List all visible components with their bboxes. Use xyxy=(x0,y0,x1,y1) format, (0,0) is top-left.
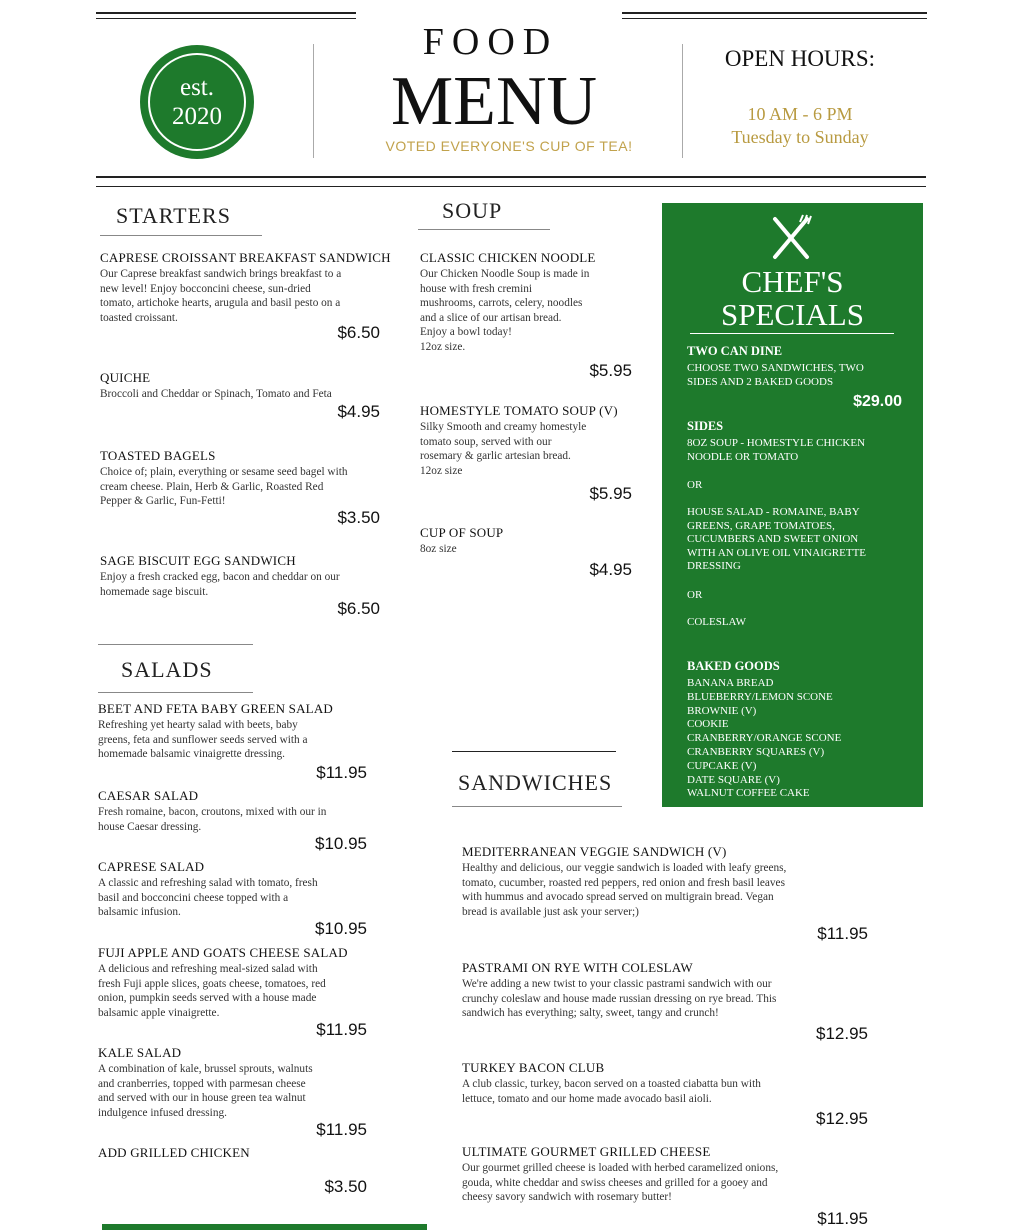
menu-item-desc: A classic and refreshing salad with tomato, fresh xyxy=(98,877,318,889)
menu-item-desc: tomato, artichoke hearts, arugula and basil pesto on a xyxy=(100,297,341,310)
menu-item-price: $11.95 xyxy=(817,1209,868,1228)
menu-item-desc: with hummus and avocado spread served on multigrain bread. Vegan xyxy=(462,891,774,904)
menu-item-desc: and cranberries, topped with parmesan cheese xyxy=(98,1077,306,1090)
baked-good-item: DATE SQUARE (V) xyxy=(687,773,780,786)
menu-item-desc: house Caesar dressing. xyxy=(98,820,202,833)
menu-item-name: BEET AND FETA BABY GREEN SALAD xyxy=(98,701,333,716)
menu-item-desc: We're adding a new twist to your classic pastrami sandwich with our xyxy=(462,978,772,990)
baked-good-item: COOKIE xyxy=(687,718,729,731)
menu-item-name: CUP OF SOUP xyxy=(420,525,504,540)
menu-item-desc: 12oz size xyxy=(420,464,463,477)
menu-item-desc: new level! Enjoy bocconcini cheese, sun-dried xyxy=(100,282,311,295)
sides-title: SIDES xyxy=(687,419,724,433)
chefs-specials-panel xyxy=(662,203,923,807)
sides-salad: HOUSE SALAD - ROMAINE, BABY GREENS, GRAPE TOMATOES, CUCUMBERS AND SWEET ONION WITH AN OLIVE OIL VINAIGRETTE DRESSING xyxy=(687,506,867,573)
soup-title: SOUP xyxy=(442,198,503,223)
menu-item-price: $12.95 xyxy=(816,1024,868,1043)
menu-heading: MENU xyxy=(390,63,598,140)
menu-item-name: TOASTED BAGELS xyxy=(100,448,216,463)
menu-item-desc: 12oz size. xyxy=(420,341,466,353)
menu-item-desc: Choice of; plain, everything or sesame seed bagel with xyxy=(100,466,348,478)
menu-item-desc: Pepper & Garlic, Fun-Fetti! xyxy=(100,495,226,508)
menu-item-desc: cream cheese. Plain, Herb & Garlic, Roasted Red xyxy=(100,480,324,493)
menu-item-price: $11.95 xyxy=(316,763,367,782)
baked-good-item: CUPCAKE (V) xyxy=(687,759,757,772)
menu-item-desc: bread is available just ask your server;) xyxy=(462,905,639,918)
menu-item-desc: A combination of kale, brussel sprouts, walnuts xyxy=(98,1063,313,1075)
menu-item-desc: tomato, cucumber, roasted red peppers, red onion and fresh basil leaves xyxy=(462,876,785,889)
menu-item-desc: balsamic infusion. xyxy=(98,906,181,919)
menu-item-desc: sandwich has everything; salty, sweet, tangy and crunch! xyxy=(462,1007,719,1020)
menu-item-price: $12.95 xyxy=(816,1109,868,1128)
baked-good-item: WALNUT COFFEE CAKE xyxy=(687,787,810,800)
menu-item-name: KALE SALAD xyxy=(98,1045,182,1060)
menu-item-desc: homemade sage biscuit. xyxy=(100,585,209,598)
menu-item-desc: basil and bocconcini cheese topped with a xyxy=(98,891,289,904)
menu-item-price: $4.95 xyxy=(589,560,632,579)
menu-item-desc: Broccoli and Cheddar or Spinach, Tomato and Feta xyxy=(100,388,332,400)
menu-item-name: PASTRAMI ON RYE WITH COLESLAW xyxy=(462,960,693,975)
menu-item-desc: onion, pumpkin seeds served with a house made xyxy=(98,992,317,1005)
menu-item-desc: Refreshing yet hearty salad with beets, baby xyxy=(98,719,298,731)
two-can-dine-title: TWO CAN DINE xyxy=(687,344,783,358)
menu-item-desc: and a slice of our artisan bread. xyxy=(420,311,562,324)
menu-item-name: CAESAR SALAD xyxy=(98,788,199,803)
menu-item-desc: house with fresh cremini xyxy=(420,282,532,295)
salads-title: SALADS xyxy=(121,657,213,682)
sides-or-2: OR xyxy=(687,589,703,601)
menu-item-price: $3.50 xyxy=(337,508,380,527)
menu-item-desc: Fresh romaine, bacon, croutons, mixed with our in xyxy=(98,806,327,818)
menu-item-desc: crunchy coleslaw and house made russian dressing on rye bread. This xyxy=(462,992,777,1005)
menu-item-name: ULTIMATE GOURMET GRILLED CHEESE xyxy=(462,1144,711,1159)
menu-item-desc: Silky Smooth and creamy homestyle xyxy=(420,421,587,433)
baked-good-item: CRANBERRY/ORANGE SCONE xyxy=(687,732,842,745)
menu-item-desc: Healthy and delicious, our veggie sandwich is loaded with leafy greens, xyxy=(462,862,787,874)
menu-item-name: FUJI APPLE AND GOATS CHEESE SALAD xyxy=(98,945,348,960)
menu-item-desc: mushrooms, carrots, celery, noodles xyxy=(420,297,583,310)
menu-item-desc: cheesy savory sandwich with rosemary butter! xyxy=(462,1191,672,1204)
menu-item-name: TURKEY BACON CLUB xyxy=(462,1060,605,1075)
menu-item-desc: Our Chicken Noodle Soup is made in xyxy=(420,268,590,280)
menu-item-price: $3.50 xyxy=(324,1177,367,1196)
menu-item-desc: indulgence infused dressing. xyxy=(98,1106,227,1119)
menu-item-desc: lettuce, tomato and our home made avocado basil aioli. xyxy=(462,1092,712,1105)
menu-item-price: $6.50 xyxy=(337,323,380,342)
hours-days: Tuesday to Sunday xyxy=(731,127,869,147)
menu-item-desc: homemade balsamic vinaigrette dressing. xyxy=(98,748,285,761)
baked-good-item: BLUEBERRY/LEMON SCONE xyxy=(687,690,833,703)
menu-item-desc: 8oz size xyxy=(420,543,457,555)
menu-item-name: CAPRESE CROISSANT BREAKFAST SANDWICH xyxy=(100,250,391,265)
menu-item-name: SAGE BISCUIT EGG SANDWICH xyxy=(100,553,296,568)
menu-item-desc: rosemary & garlic artesian bread. xyxy=(420,450,571,463)
menu-item-price: $5.95 xyxy=(589,361,632,380)
baked-good-item: BANANA BREAD xyxy=(687,677,774,689)
menu-item-desc: Our Caprese breakfast sandwich brings breakfast to a xyxy=(100,268,342,280)
menu-item-desc: gouda, white cheddar and swiss cheeses and grilled for a gooey and xyxy=(462,1176,768,1189)
menu-item-desc: greens, feta and sunflower seeds served with a xyxy=(98,733,308,746)
menu-item-desc: fresh Fuji apple slices, goats cheese, tomatoes, red xyxy=(98,977,326,990)
hours-time: 10 AM - 6 PM xyxy=(747,104,853,124)
menu-item-desc: Enjoy a fresh cracked egg, bacon and cheddar on our xyxy=(100,571,340,583)
chef-title-line2: SPECIALS xyxy=(721,297,864,332)
sides-coleslaw: COLESLAW xyxy=(687,616,747,628)
menu-item-name: CAPRESE SALAD xyxy=(98,859,205,874)
hours-title: OPEN HOURS: xyxy=(724,46,876,71)
menu-item-price: $6.50 xyxy=(337,599,380,618)
two-can-dine-price: $29.00 xyxy=(853,393,902,410)
menu-item-desc: balsamic apple vinaigrette. xyxy=(98,1006,220,1019)
est-year: 2020 xyxy=(172,103,222,130)
menu-item-price: $11.95 xyxy=(316,1020,367,1039)
menu-item-desc: A club classic, turkey, bacon served on a toasted ciabatta bun with xyxy=(462,1078,761,1090)
menu-item-price: $10.95 xyxy=(315,834,367,853)
footer-bar xyxy=(102,1224,427,1230)
baked-goods-list xyxy=(687,677,841,801)
menu-item-name: ADD GRILLED CHICKEN xyxy=(98,1145,250,1160)
menu-item-desc: Enjoy a bowl today! xyxy=(420,326,512,339)
baked-good-item: BROWNIE (V) xyxy=(687,704,757,717)
menu-item-name: HOMESTYLE TOMATO SOUP (V) xyxy=(420,403,618,418)
tagline: VOTED EVERYONE'S CUP OF TEA! xyxy=(385,138,633,154)
menu-item-name: QUICHE xyxy=(100,370,151,385)
baked-goods-title: BAKED GOODS xyxy=(687,659,780,673)
sides-soup: 8OZ SOUP - HOMESTYLE CHICKEN NOODLE OR TOMATO xyxy=(687,437,866,463)
menu-item-price: $4.95 xyxy=(337,402,380,421)
menu-item-price: $11.95 xyxy=(817,924,868,943)
menu-item-price: $5.95 xyxy=(589,484,632,503)
food-heading: FOOD xyxy=(422,21,559,63)
chef-title-line1: CHEF'S xyxy=(741,264,844,299)
menu-item-desc: toasted croissant. xyxy=(100,311,178,324)
fork-knife-icon xyxy=(767,213,815,261)
baked-good-item: CRANBERRY SQUARES (V) xyxy=(687,745,825,758)
menu-item-desc: A delicious and refreshing meal-sized salad with xyxy=(98,963,318,975)
menu-item-desc: Our gourmet grilled cheese is loaded with herbed caramelized onions, xyxy=(462,1162,779,1174)
menu-item-desc: and served with our in house green tea walnut xyxy=(98,1092,306,1105)
sides-or-1: OR xyxy=(687,479,703,491)
menu-item-price: $11.95 xyxy=(316,1120,367,1139)
menu-item-name: MEDITERRANEAN VEGGIE SANDWICH (V) xyxy=(462,844,727,859)
menu-item-desc: tomato soup, served with our xyxy=(420,435,552,448)
menu-item-name: CLASSIC CHICKEN NOODLE xyxy=(420,250,596,265)
starters-title: STARTERS xyxy=(116,203,231,228)
menu-item-price: $10.95 xyxy=(315,919,367,938)
sandwiches-title: SANDWICHES xyxy=(458,770,613,795)
est-label: est. xyxy=(179,74,215,101)
two-can-dine-desc: CHOOSE TWO SANDWICHES, TWO SIDES AND 2 BAKED GOODS xyxy=(687,362,864,388)
